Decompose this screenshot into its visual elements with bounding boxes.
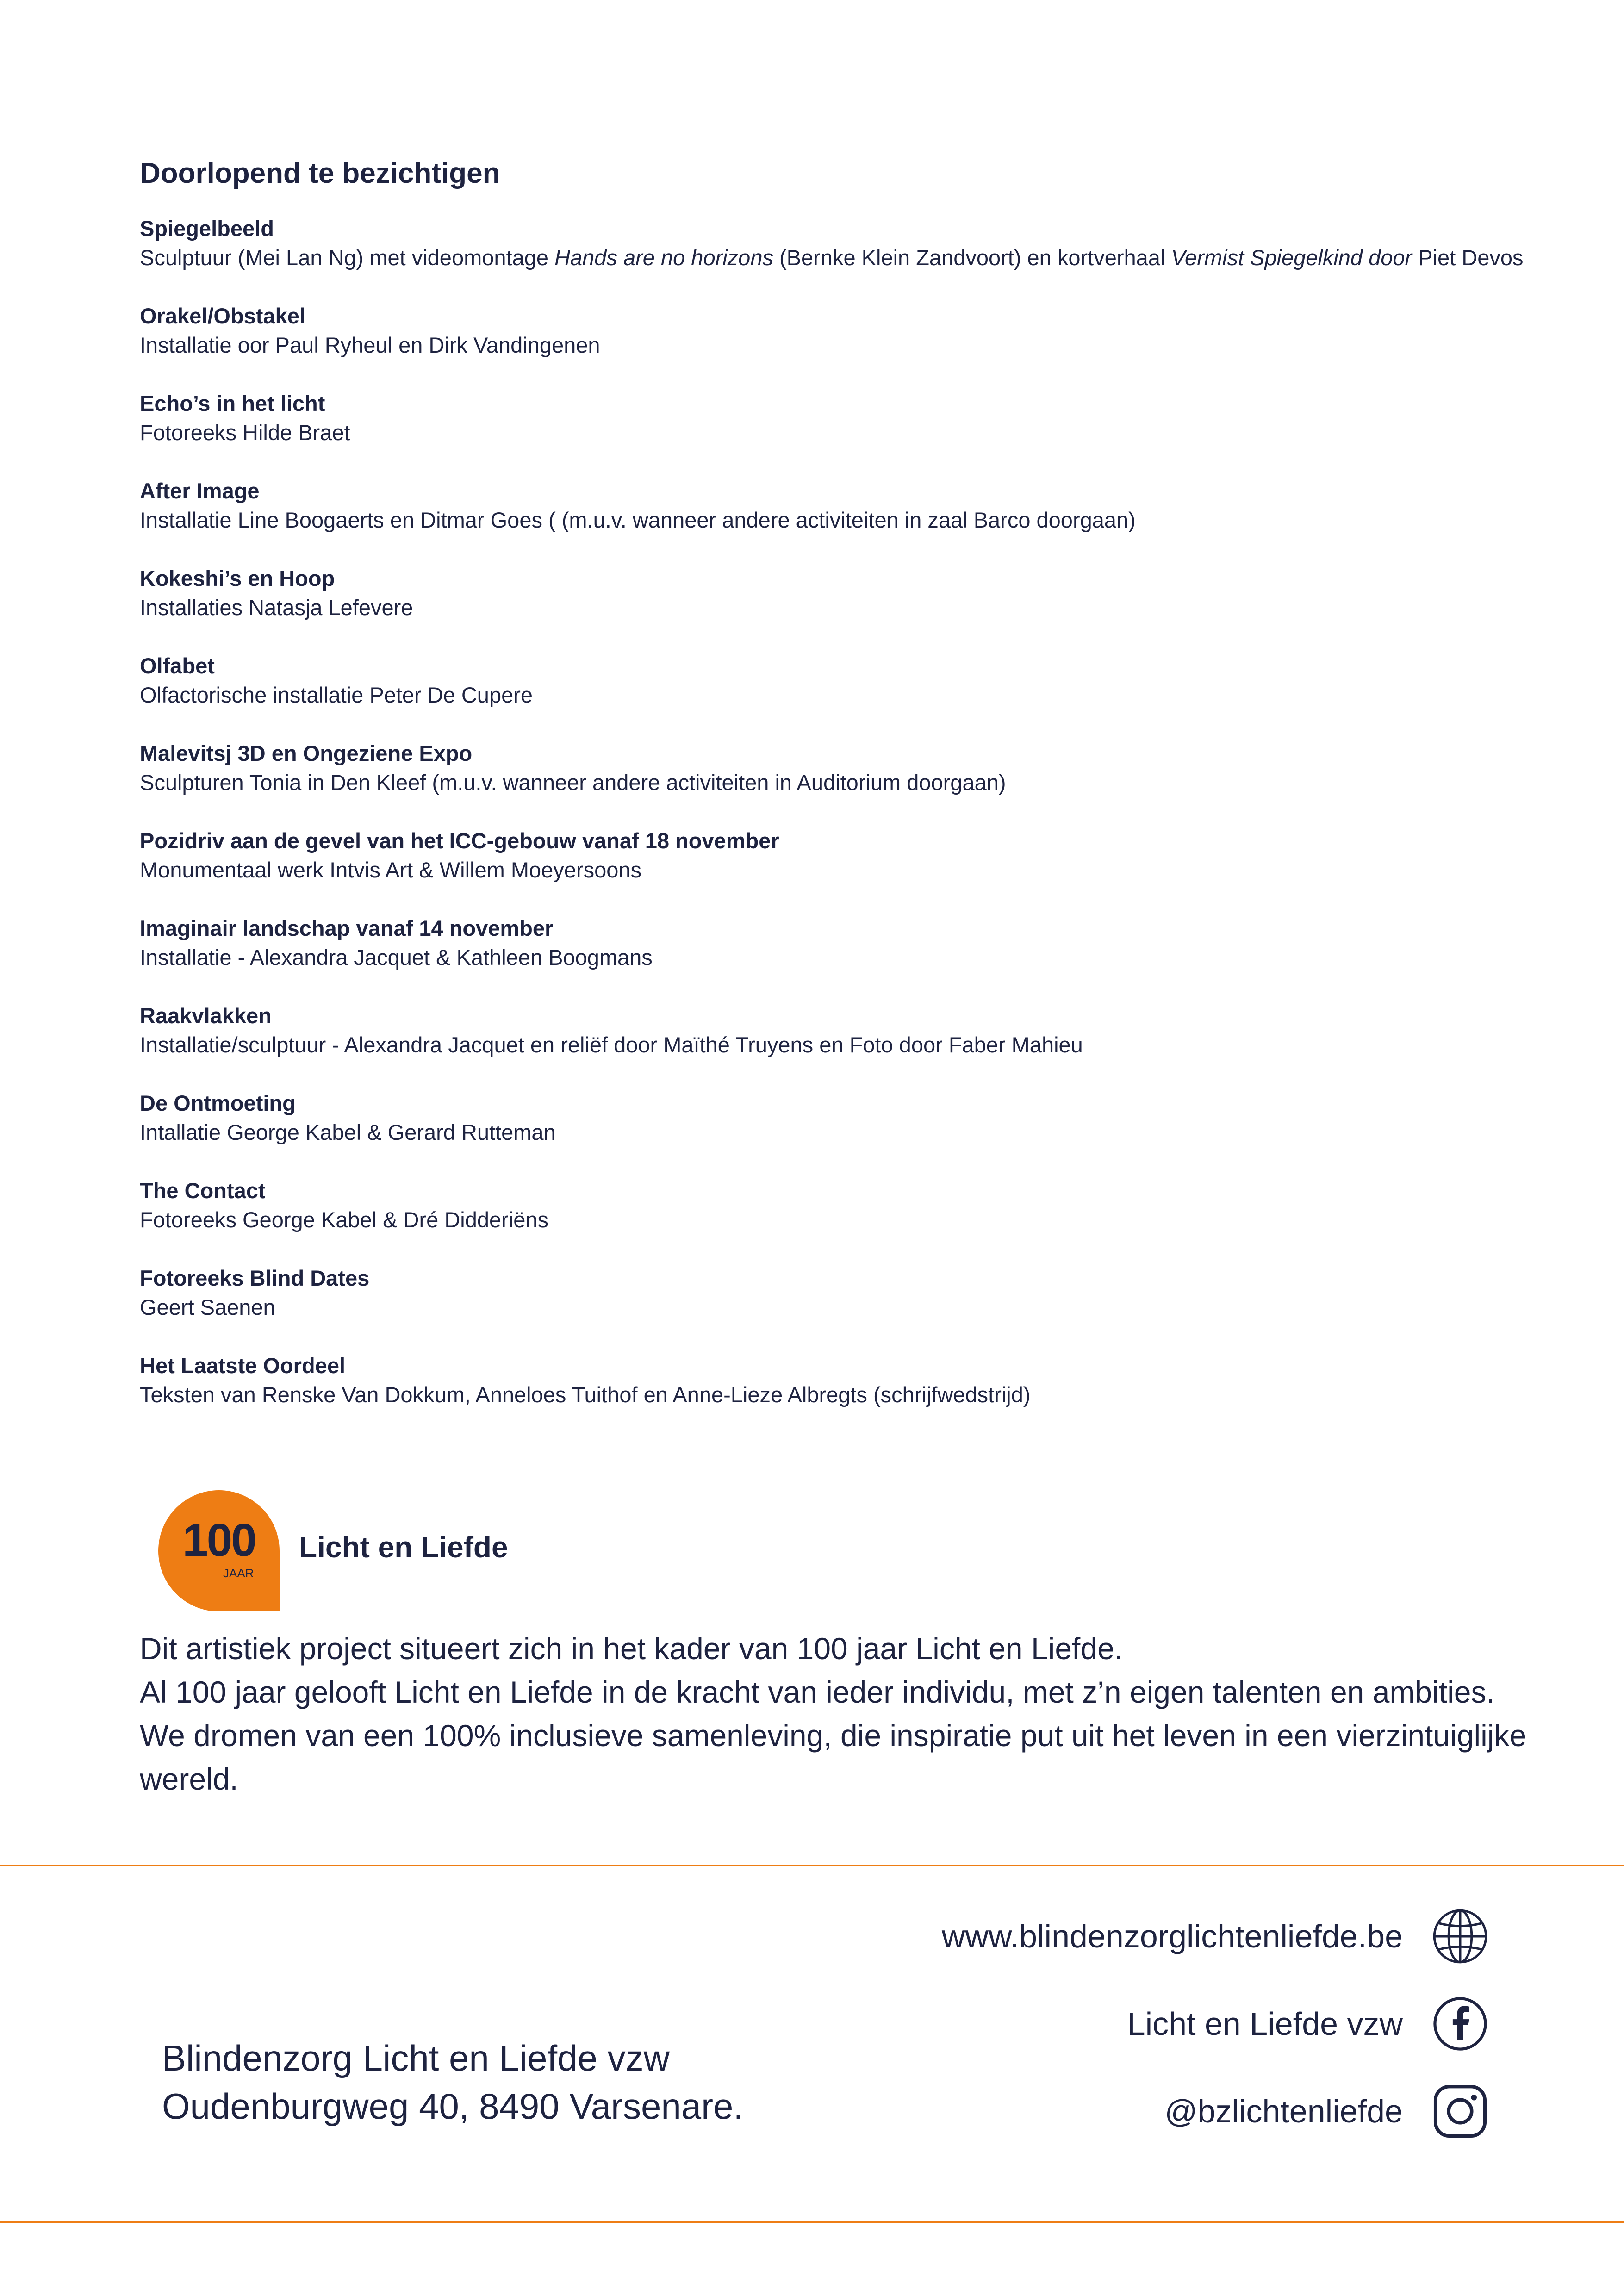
address-line: Blindenzorg Licht en Liefde vzw [162, 2038, 670, 2078]
item-description: Monumentaal werk Intvis Art & Willem Moeyersoons [140, 858, 641, 882]
paragraph-line: Al 100 jaar gelooft Licht en Liefde in de kracht van ieder individu, met z’n eigen talenten en ambities. We dromen van een 100% inclusieve samenleving, die inspiratie put uit het leven in een vierzintuiglijke wereld. [140, 1675, 1527, 1796]
item-title: Orakel/Obstakel [140, 304, 305, 328]
org-heading: Licht en Liefde [299, 1530, 508, 1564]
instagram-icon [1431, 2083, 1489, 2140]
item-title: Pozidriv aan de gevel van het ICC-gebouw vanaf 18 november [140, 828, 779, 853]
list-item [140, 914, 1528, 972]
item-title: The Contact [140, 1178, 266, 1203]
item-description: Fotoreeks George Kabel & Dré Didderiëns [140, 1207, 548, 1232]
item-description: Geert Saenen [140, 1295, 275, 1319]
item-description: Teksten van Renske Van Dokkum, Anneloes Tuithof en Anne-Lieze Albregts (schrijfwedstrijd) [140, 1382, 1031, 1407]
item-description: Installatie oor Paul Ryheul en Dirk Vandingenen [140, 333, 600, 357]
100-jaar-badge [158, 1490, 280, 1611]
item-description: Installatie/sculptuur - Alexandra Jacquet en reliëf door Maïthé Truyens en Foto door Faber Mahieu [140, 1032, 1083, 1057]
item-title: Echo’s in het licht [140, 391, 325, 416]
list-item [140, 564, 1528, 622]
item-title: After Image [140, 479, 260, 503]
project-description [140, 1627, 1528, 1801]
website-text[interactable]: www.blindenzorglichtenliefde.be [941, 1918, 1403, 1954]
item-description: Installaties Natasja Lefevere [140, 595, 413, 620]
facebook-text[interactable]: Licht en Liefde vzw [1127, 2006, 1403, 2042]
item-title: Het Laatste Oordeel [140, 1353, 346, 1378]
item-description: Installatie Line Boogaerts en Ditmar Goes ( (m.u.v. wanneer andere activiteiten in zaal Barco doorgaan) [140, 508, 1136, 532]
badge-label: JAAR [223, 1566, 254, 1580]
item-description: Sculpturen Tonia in Den Kleef (m.u.v. wanneer andere activiteiten in Auditorium doorgaan) [140, 770, 1006, 795]
exhibit-list [140, 214, 1528, 1438]
item-description: Intallatie George Kabel & Gerard Rutteman [140, 1120, 556, 1144]
item-title: Spiegelbeeld [140, 216, 274, 241]
list-item [140, 1088, 1528, 1147]
list-item [140, 1263, 1528, 1322]
list-item [140, 826, 1528, 884]
list-item [140, 301, 1528, 360]
list-item [140, 476, 1528, 535]
badge-number: 100 [182, 1514, 255, 1566]
item-description: Fotoreeks Hilde Braet [140, 420, 350, 445]
list-item [140, 739, 1528, 797]
instagram-link[interactable] [1164, 2083, 1489, 2140]
facebook-icon [1431, 1995, 1489, 2052]
item-description: Sculptuur (Mei Lan Ng) met videomontage Hands are no horizons (Bernke Klein Zandvoort) en kortverhaal Vermist Spiegelkind door Piet Devos [140, 245, 1524, 270]
item-title: Olfabet [140, 653, 215, 678]
paragraph-line: Dit artistiek project situeert zich in het kader van 100 jaar Licht en Liefde. [140, 1631, 1123, 1666]
footer-top-divider [0, 1865, 1624, 1866]
list-item [140, 1351, 1528, 1409]
instagram-text[interactable]: @bzlichtenliefde [1164, 2093, 1403, 2129]
footer-address [162, 2034, 743, 2130]
item-title: Raakvlakken [140, 1003, 272, 1028]
list-item [140, 1176, 1528, 1234]
list-item [140, 214, 1528, 272]
facebook-link[interactable] [1127, 1995, 1489, 2052]
section-title: Doorlopend te bezichtigen [140, 157, 500, 189]
list-item [140, 389, 1528, 447]
list-item [140, 1001, 1528, 1059]
item-title: De Ontmoeting [140, 1091, 296, 1115]
website-link[interactable] [942, 1908, 1489, 1965]
item-title: Kokeshi’s en Hoop [140, 566, 335, 591]
item-title: Fotoreeks Blind Dates [140, 1266, 370, 1290]
list-item [140, 651, 1528, 709]
footer-bottom-divider [0, 2221, 1624, 2223]
item-title: Imaginair landschap vanaf 14 november [140, 916, 554, 940]
globe-icon [1431, 1908, 1489, 1965]
address-line: Oudenburgweg 40, 8490 Varsenare. [162, 2086, 744, 2127]
item-title: Malevitsj 3D en Ongeziene Expo [140, 741, 473, 765]
item-description: Olfactorische installatie Peter De Cupere [140, 683, 533, 707]
item-description: Installatie - Alexandra Jacquet & Kathleen Boogmans [140, 945, 653, 970]
